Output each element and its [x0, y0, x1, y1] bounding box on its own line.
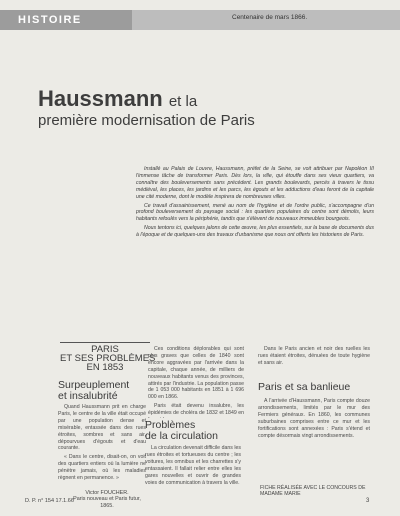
- column1-paragraph: Quand Haussmann prit en charge Paris, le centre de la ville était occupé par une population dense et misérable, entassée dans des rues étroites, sombres et sans air, dépourvues d'égouts et d'eau courante.: [58, 404, 146, 452]
- section-title-line: et insalubrité: [58, 390, 118, 402]
- section-title-surpeuplement: [58, 380, 129, 402]
- column3-paragraph: Dans le Paris ancien et noir des ruelles les rues étaient étroites, dénuées de toute hygiène et sans air.: [258, 346, 370, 366]
- column1-heading-line: EN 1853: [86, 362, 124, 373]
- page-subtitle: première modernisation de Paris: [38, 112, 255, 129]
- column1-heading-line: ET SES PROBLÈMES: [60, 353, 156, 364]
- column3-text-top: [258, 346, 370, 368]
- section-title-line: Problèmes: [145, 419, 196, 431]
- header-subtitle: Centenaire de mars 1866.: [232, 14, 308, 21]
- column2-paragraph: Paris était devenu insalubre, les épidémies de choléra de 1832 et 1849 en: [148, 403, 244, 417]
- page-number: 3: [366, 498, 370, 504]
- column3-paragraph: À l'arrivée d'Haussmann, Paris compte douze arrondissements, limités par le mur des Fermiers généraux. En 1860, les communes suburbaines comprises entre ce mur et les fortifications sont annexées : Paris s'étend et compte désormais vingt arrondissements.: [258, 398, 370, 439]
- section-title-line: de la circulation: [145, 430, 218, 442]
- footer-reference: D. P. n° 154 17.1.66: [25, 498, 74, 504]
- title-main: Haussmann: [38, 86, 163, 111]
- signature-line: Victor FOUCHER.: [85, 490, 129, 496]
- intro-text: [136, 166, 374, 336]
- column1-heading: [60, 344, 156, 373]
- column3-text-bottom: [258, 398, 370, 478]
- intro-paragraph: Installé au Palais de Louvre, Haussmann, préfet de la Seine, se voit attribuer par Napoléon III l'immense tâche de transformer Paris. Dès lors, la ville, qui étouffe dans ses vieux quartiers, va connaître des bouleversements sans précédent. Les grands boulevards, percés à travers le tissu médiéval, les places, les jardins et les parcs, les égouts et les adductions d'eau feront de la capitale une cité moderne, dont le modèle inspirera de nombreuses villes.: [136, 166, 374, 200]
- column1-heading-line: PARIS: [91, 344, 119, 355]
- intro-paragraph: Ce travail d'assainissement, mené au nom de l'hygiène et de l'ordre public, s'accompagne d'un profond bouleversement du paysage social : les quartiers populaires du centre sont démolis, leurs habitants refoulés vers la périphérie, tandis que s'élèvent de nouveaux immeubles bourgeois.: [136, 202, 374, 223]
- signature: [72, 490, 142, 509]
- column1-paragraph: « Dans le centre, disait-on, on voit des quartiers entiers où la lumière ne pénètre jamais, où les maladies règnent en permanence. »: [58, 454, 146, 482]
- section-title-banlieue: Paris et sa banlieue: [258, 381, 351, 393]
- section-title-circulation: [145, 420, 218, 442]
- intro-paragraph: Nous tentons ici, quelques jalons de cette œuvre, les plus essentiels, sur la base de documents dus à l'époque et de quelques-uns des travaux d'urbanisme que nous ont offerts les historiens de Paris.: [136, 225, 374, 239]
- footer-note: FICHE RÉALISÉE AVEC LE CONCOURS DE MADAME MARIE: [260, 485, 366, 498]
- page-title: [38, 86, 197, 112]
- column2-text-bottom: [145, 445, 241, 497]
- column2-text-top: [148, 346, 244, 418]
- column-rule: [60, 342, 150, 343]
- column1-text: [58, 404, 146, 488]
- title-connector: et la: [168, 93, 198, 110]
- section-label: HISTOIRE: [0, 10, 132, 30]
- signature-line: Paris nouveau et Paris futur,: [73, 496, 141, 503]
- section-title-line: Surpeuplement: [58, 379, 130, 391]
- signature-line: 1865.: [100, 502, 114, 509]
- column2-paragraph: Ces conditions déplorables qui sont plus graves que celles de 1840 sont encore aggravées par l'arrivée dans la capitale, chaque année, de milliers de nouveaux habitants venus des provinces, attirés par l'industrie. La population passe de 1 053 000 habitants en 1851 à 1 696 000 en 1866.: [148, 346, 244, 401]
- column2-paragraph: La circulation devenait difficile dans les rues étroites et tortueuses du centre ; les voitures, les omnibus et les charrettes s'y entassaient. Il fallait relier entre elles les gares nouvelles et ouvrir de grandes voies de communication à travers la ville.: [145, 445, 241, 486]
